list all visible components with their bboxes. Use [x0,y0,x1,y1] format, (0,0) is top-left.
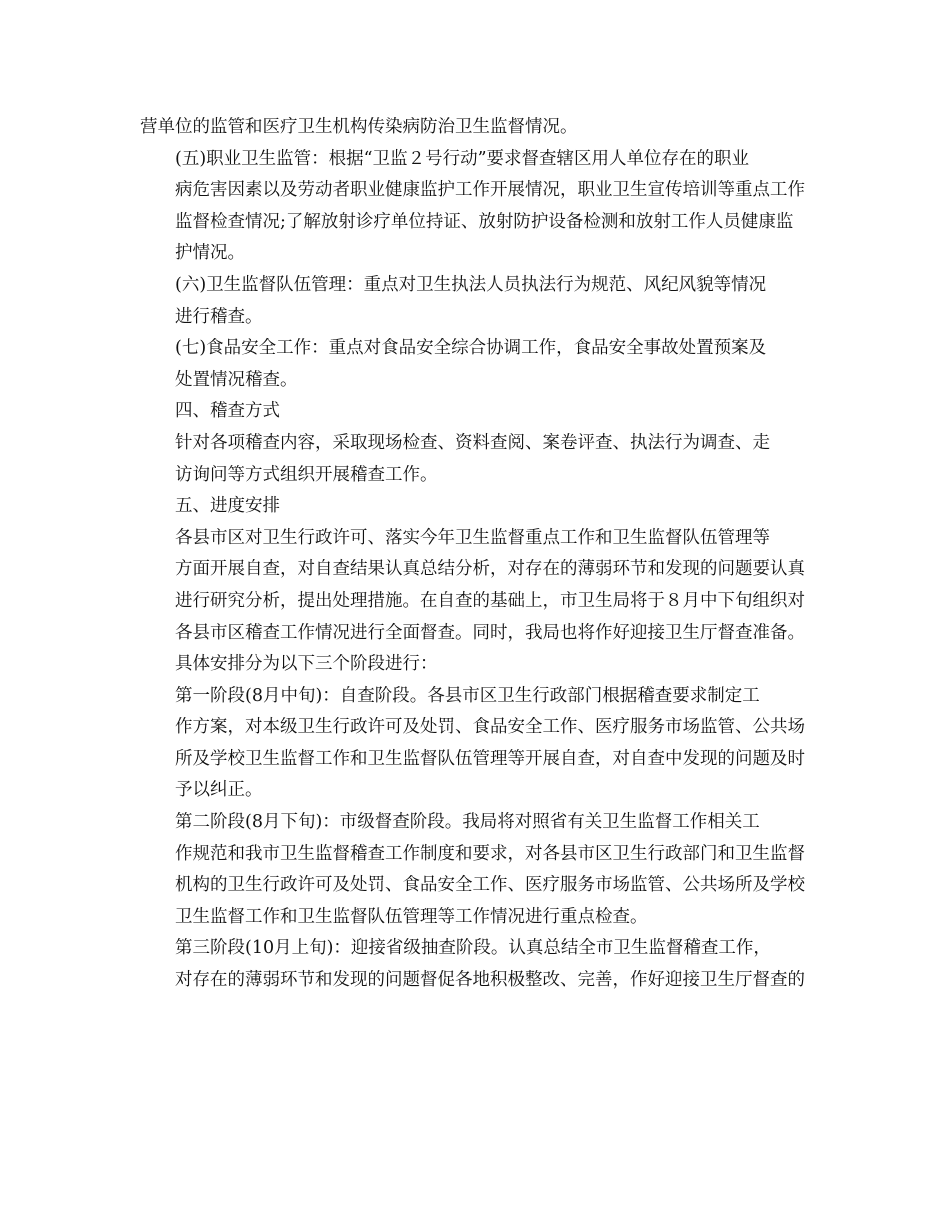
text-line: 护情况。 [175,243,245,264]
text-line: 第二阶段(8月下旬)：市级督查阶段。我局将对照省有关卫生监督工作相关工 [175,812,760,833]
text-line: 营单位的监管和医疗卫生机构传染病防治卫生监督情况。 [140,117,578,137]
text-line: 监督检查情况;了解放射诊疗单位持证、放射防护设备检测和放射工作人员健康监 [175,211,794,232]
text-line: 访询问等方式组织开展稽查工作。 [175,464,438,485]
paragraph-team-management [140,270,816,333]
text-line: 机构的卫生行政许可及处罚、食品安全工作、医疗服务市场监管、公共场所及学校 [175,875,805,896]
text-line: 作方案，对本级卫生行政许可及处罚、食品安全工作、医疗服务市场监管、公共场 [175,717,805,738]
paragraph-food-safety [140,333,816,396]
section-heading-inspection-method [140,396,816,428]
paragraph-continuation [140,112,816,144]
text-line: 方面开展自查，对自查结果认真总结分析，对存在的薄弱环节和发现的问题要认真 [175,559,805,580]
text-line: 针对各项稽查内容，采取现场检查、资料查阅、案卷评查、执法行为调查、走 [175,432,770,453]
text-line: 处置情况稽查。 [175,369,298,390]
paragraph-occupational-health [140,144,816,270]
text-line: 各县市区稽查工作情况进行全面督查。同时，我局也将作好迎接卫生厅督查准备。 [175,622,805,643]
text-line: 四、稽查方式 [175,401,280,422]
text-line: 所及学校卫生监督工作和卫生监督队伍管理等开展自查，对自查中发现的问题及时 [175,748,805,769]
paragraph-inspection-method [140,428,816,491]
text-line: 第一阶段(8月中旬)：自查阶段。各县市区卫生行政部门根据稽查要求制定工 [175,685,760,706]
text-line: (七)食品安全工作：重点对食品安全综合协调工作，食品安全事故处置预案及 [175,338,767,359]
text-line: (五)职业卫生监管：根据“卫监２号行动”要求督查辖区用人单位存在的职业 [175,148,750,169]
section-heading-schedule [140,491,816,523]
text-line: 病危害因素以及劳动者职业健康监护工作开展情况，职业卫生宣传培训等重点工作 [175,180,805,201]
paragraph-phase-two [140,807,816,933]
document-page [140,112,816,997]
text-line: 进行稽查。 [175,306,263,327]
text-line: 作规范和我市卫生监督稽查工作制度和要求，对各县市区卫生行政部门和卫生监督 [175,843,805,864]
text-line: 卫生监督工作和卫生监督队伍管理等工作情况进行重点检查。 [175,906,648,927]
text-line: (六)卫生监督队伍管理：重点对卫生执法人员执法行为规范、风纪风貌等情况 [175,274,767,295]
text-line: 第三阶段(10月上旬)：迎接省级抽查阶段。认真总结全市卫生监督稽查工作， [175,938,771,959]
text-line: 进行研究分析，提出处理措施。在自查的基础上，市卫生局将于８月中下旬组织对 [175,590,805,611]
text-line: 五、进度安排 [175,496,280,517]
text-line: 对存在的薄弱环节和发现的问题督促各地积极整改、完善，作好迎接卫生厅督查的 [175,970,805,991]
text-line: 予以纠正。 [175,780,263,801]
paragraph-phase-three [140,933,816,996]
text-line: 各县市区对卫生行政许可、落实今年卫生监督重点工作和卫生监督队伍管理等 [175,527,770,548]
paragraph-phase-one [140,681,816,807]
paragraph-schedule-overview [140,523,816,681]
text-line: 具体安排分为以下三个阶段进行： [175,654,438,675]
